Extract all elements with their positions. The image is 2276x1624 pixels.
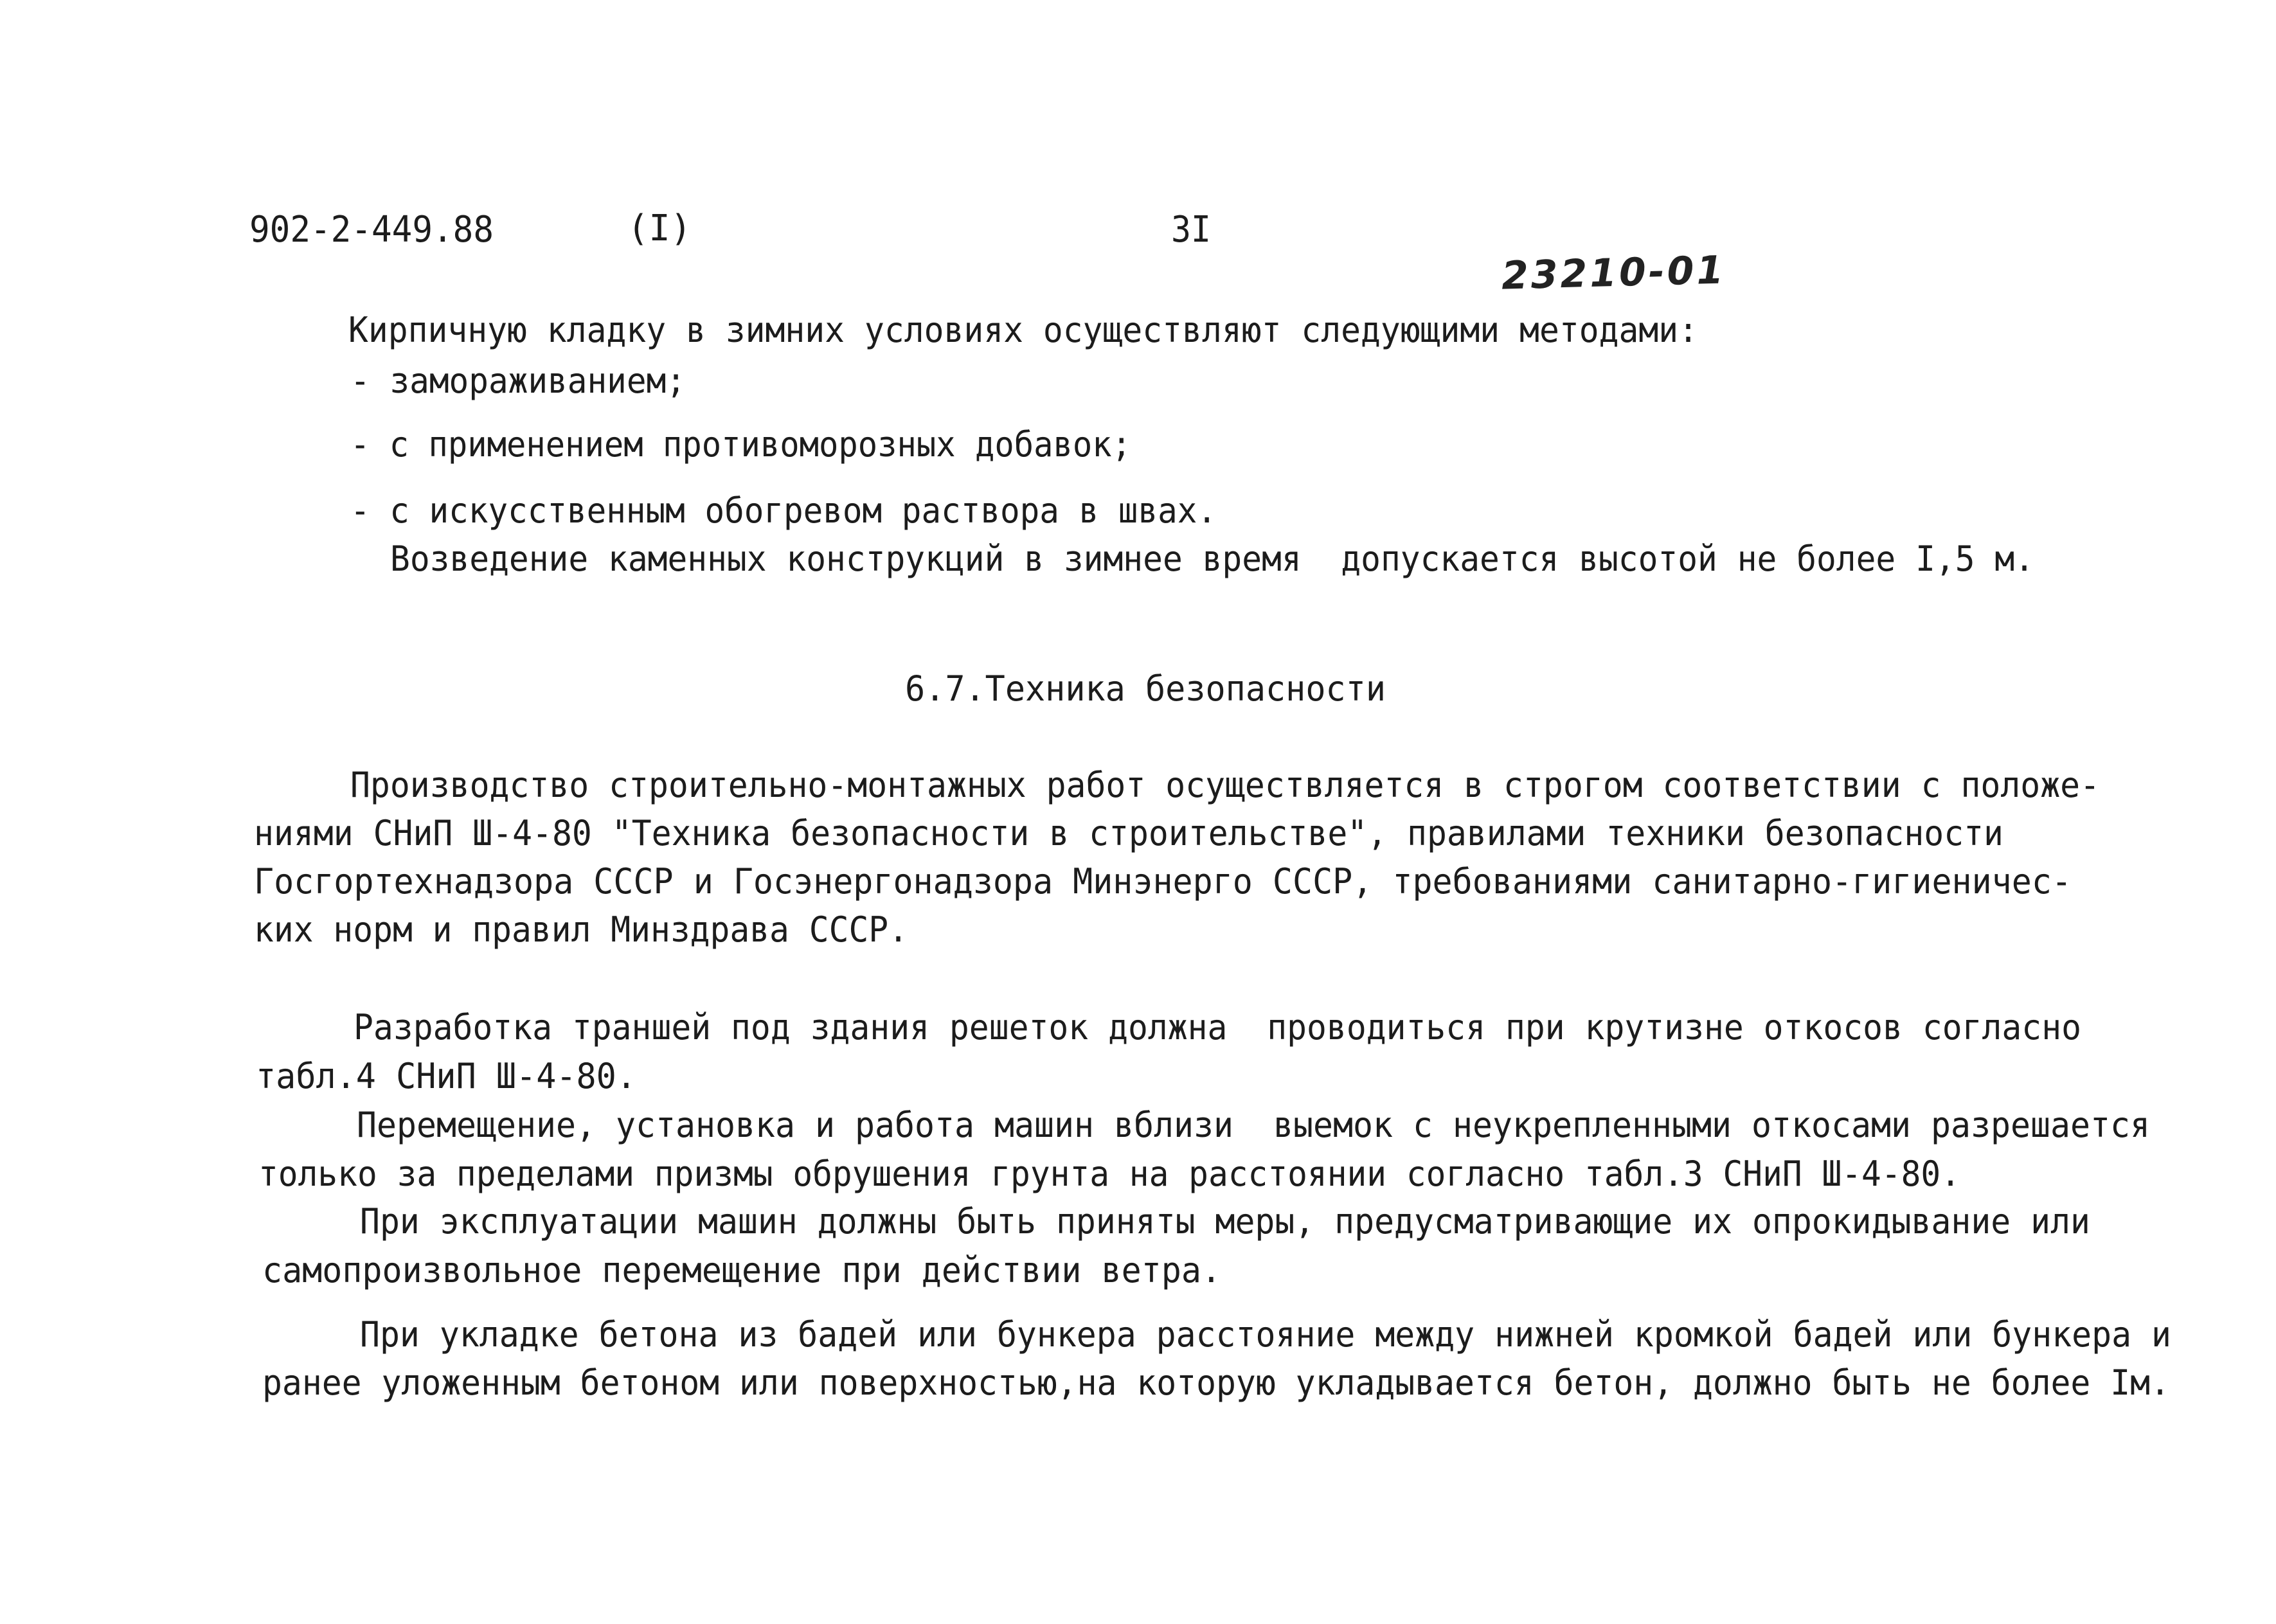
paragraph-line: Перемещение, установка и работа машин вблизи выемок с неукрепленными откосами разрешается	[357, 1105, 2150, 1145]
method-item: - замораживанием;	[350, 361, 686, 401]
document-code: 902-2-449.88	[249, 209, 494, 251]
section-title: 6.7.Техника безопасности	[905, 668, 1386, 709]
inventory-number: 23210-01	[1501, 247, 1726, 299]
paragraph-line: При эксплуатации машин должны быть приняты меры, предусматривающие их опрокидывание или	[360, 1201, 2090, 1242]
intro-lead: Кирпичную кладку в зимних условиях осуществляют следующими методами:	[348, 310, 1698, 350]
paragraph-line: При укладке бетона из бадей или бункера расстояние между нижней кромкой бадей или бункера и	[360, 1314, 2171, 1355]
paragraph-line: ранее уложенным бетоном или поверхностью,на которую укладывается бетон, должно быть не более Iм.	[262, 1362, 2170, 1403]
paragraph-line: ниями СНиП Ш-4-80 "Техника безопасности в строительстве", правилами техники безопасности	[254, 813, 2003, 853]
paragraph-line: Госгортехнадзора СССР и Госэнергонадзора Минэнерго СССР, требованиями санитарно-гигиеничес-	[254, 861, 2072, 902]
method-item: - с искусственным обогревом раствора в швах.	[350, 490, 1217, 531]
paragraph-line: только за пределами призмы обрушения грунта на расстоянии согласно табл.3 СНиП Ш-4-80.	[258, 1154, 1960, 1194]
paragraph-line: Производство строительно-монтажных работ осуществляется в строгом соответствии с положе-	[350, 765, 2100, 805]
sheet-mark: (I)	[627, 208, 692, 249]
intro-note: Возведение каменных конструкций в зимнее время допускается высотой не более I,5 м.	[390, 539, 2034, 579]
method-item: - с применением противоморозных добавок;	[350, 424, 1131, 465]
paragraph-line: Разработка траншей под здания решеток должна проводиться при крутизне откосов согласно	[354, 1007, 2081, 1048]
page-number: 3I	[1171, 209, 1211, 251]
paragraph-line: табл.4 СНиП Ш-4-80.	[256, 1056, 636, 1096]
paragraph-line: ких норм и правил Минздрава СССР.	[254, 909, 908, 950]
paragraph-line: самопроизвольное перемещение при действии ветра.	[262, 1250, 1221, 1290]
